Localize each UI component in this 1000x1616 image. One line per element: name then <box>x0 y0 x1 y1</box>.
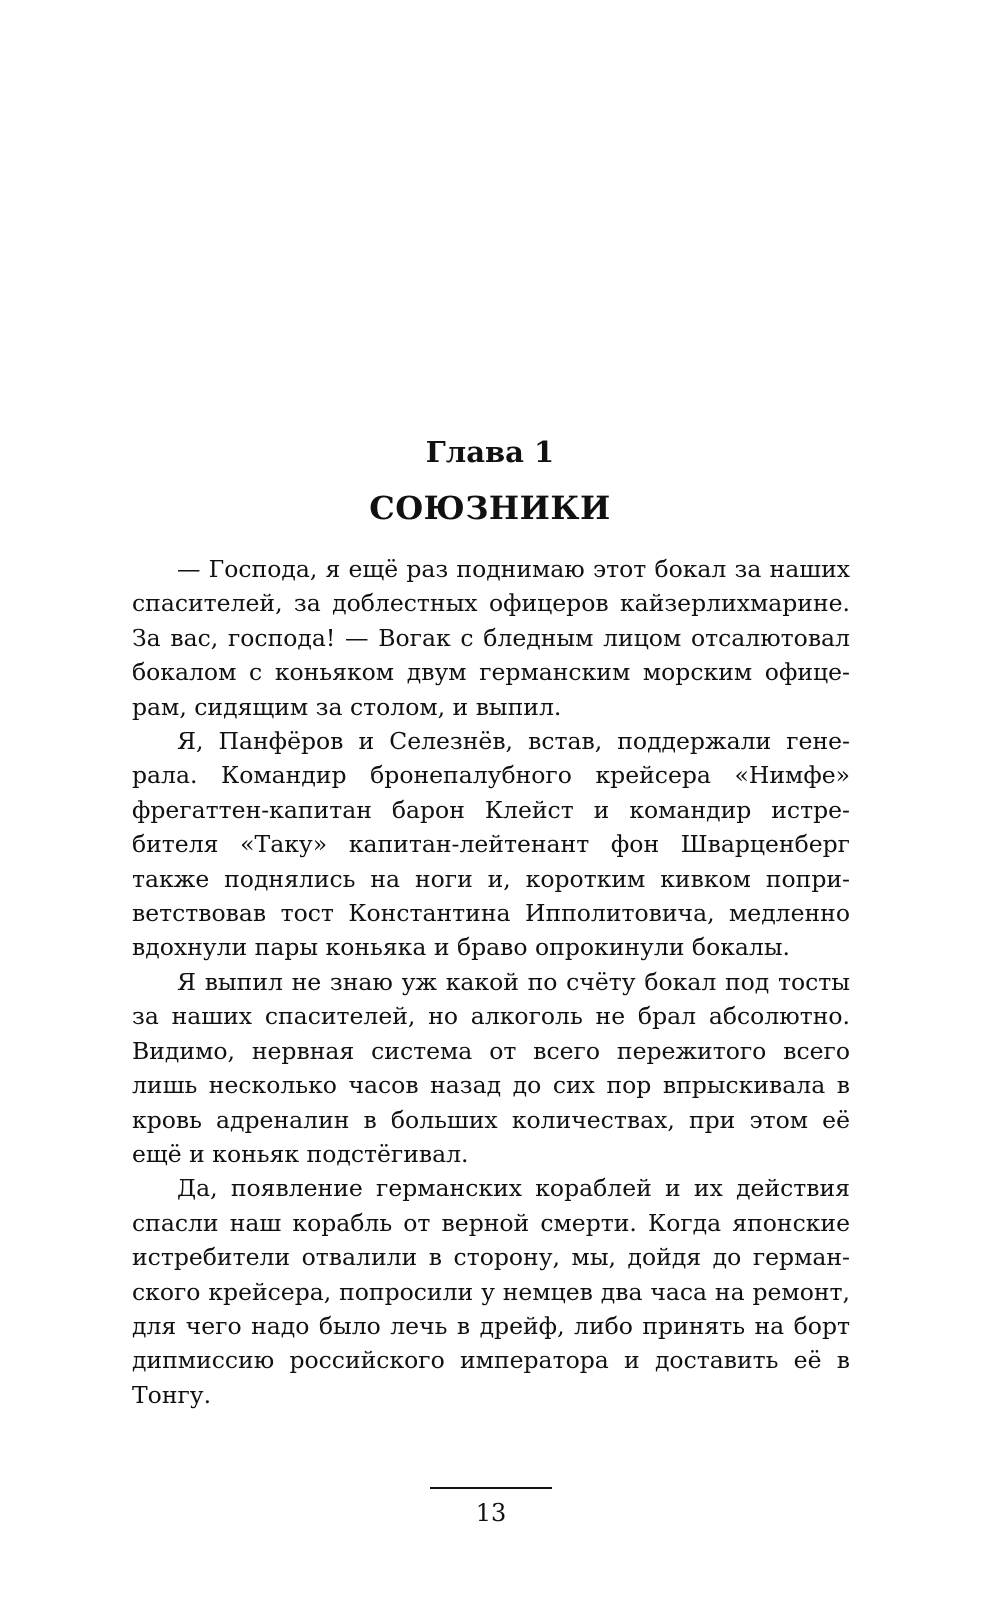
chapter-title: СОЮЗНИКИ <box>369 489 611 527</box>
chapter-text <box>132 552 850 1412</box>
page-number-rule <box>430 1487 552 1489</box>
paragraph: Да, появление германских кораблей и их действия спасли наш корабль от верной смерти. Когда японские истребители отвалили в сторону, мы, дойдя до германского крейсера, попросили у немцев два часа на ремонт, для чего надо было лечь в дрейф, либо принять на борт дипмиссию российского императора и доставить её в Тонгу. <box>132 1174 850 1409</box>
paragraph: Я, Панфёров и Селезнёв, встав, поддержали генерала. Командир бронепалубного крейсера «Нимфе» фрегаттен-капитан барон Клейст и командир истребителя «Таку» капитан-лейтенант фон Шварценберг также поднялись на ноги и, коротким кивком поприветствовав тост Константина Ипполитовича, медленно вдохнули пары коньяка и браво опрокинули бокалы. <box>132 727 850 962</box>
paragraph: — Господа, я ещё раз поднимаю этот бокал за наших спасителей, за доблестных офицеров кайзерлихмарине. За вас, господа! — Вогак с бледным лицом отсалютовал бокалом с коньяком двум германским морским офицерам, сидящим за столом, и выпил. <box>132 555 850 721</box>
chapter-number: Глава 1 <box>425 435 555 469</box>
page-number: 13 <box>475 1499 507 1527</box>
paragraph: Я выпил не знаю уж какой по счёту бокал под тосты за наших спасителей, но алкоголь не брал абсолютно. Видимо, нервная система от всего пережитого всего лишь несколько часов назад до сих пор впрыскивала в кровь адреналин в больших количествах, при этом её ещё и коньяк подстёгивал. <box>132 967 850 1168</box>
